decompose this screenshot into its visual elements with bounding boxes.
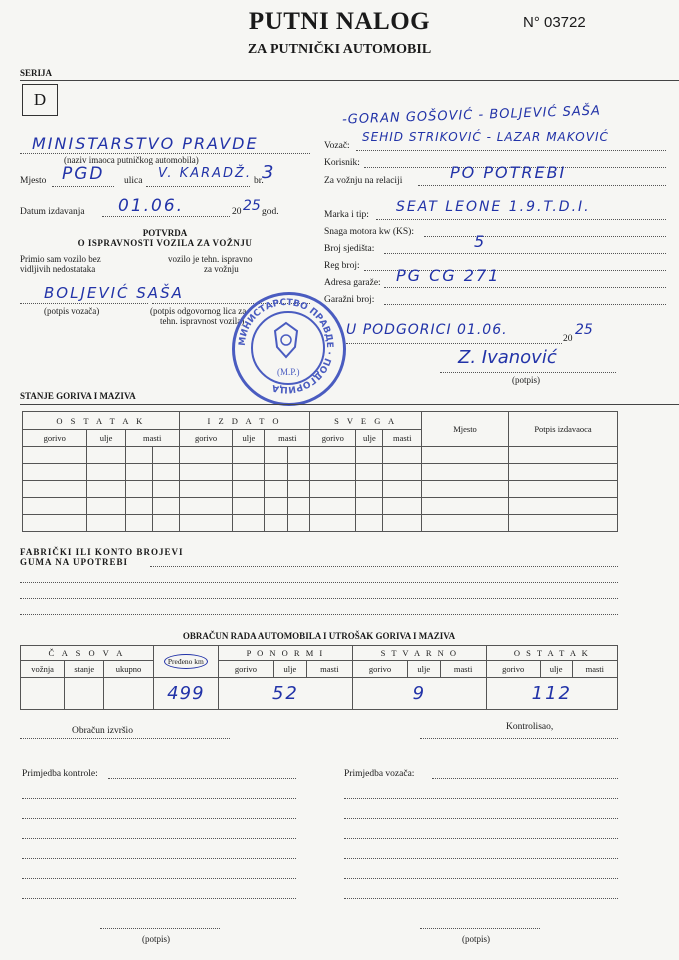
mjesto-label: Mjesto [20,176,47,186]
remark-line [344,858,618,859]
remark-line [432,778,618,779]
datum-line [102,216,230,217]
garazni-label: Garažni broj: [324,295,375,305]
marka-handwritten: SEAT LEONE 1.9.T.D.I. [396,199,591,215]
issuer-signature-handwritten: Z. Ivanović [458,347,557,368]
calc-sub-masti: masti [572,661,617,678]
calc-sub-voznja: vožnja [21,661,65,678]
place-date-line [346,343,562,344]
marka-label: Marka i tip: [324,210,369,220]
datum-label: Datum izdavanja [20,207,85,217]
calc-sub-ulje: ulje [540,661,572,678]
fuel-row [23,464,618,481]
potvrda-right-2: za vožnju [204,264,239,274]
year-handwritten: 25 [243,198,261,214]
sjedista-line [384,253,666,254]
mjesto-handwritten: PGD [62,164,105,184]
potvrda-subtitle: O ISPRAVNOSTI VOZILA ZA VOŽNJU [77,238,253,248]
ulica-label: ulica [124,176,143,186]
fuel-sub-masti: masti [125,430,179,447]
fuel-row [23,481,618,498]
remark-line [344,818,618,819]
fuel-col-mjesto: Mjesto [422,412,509,447]
fuel-sub-ulje: ulje [233,430,265,447]
calc-km-value: 499 [167,683,205,704]
place-year-handwritten: 25 [575,322,593,338]
sjedista-label: Broj sjedišta: [324,244,375,254]
sjedista-handwritten: 5 [474,232,487,251]
vozaca-potpis: (potpis) [462,934,490,944]
reg-handwritten: PG CG 271 [396,266,501,285]
calc-sub-gorivo: gorivo [218,661,273,678]
issuer-sig-line [440,372,616,373]
br-label: br. [254,176,264,186]
fuel-sub-ulje: ulje [356,430,383,447]
calc-predjeno [153,646,218,678]
owner-handwritten: MINISTARSTVO PRAVDE [32,134,259,153]
ulica-handwritten: V. KARADŽ. [158,166,253,181]
potvrda-title: POTVRDA [142,228,188,238]
remark-line [22,838,296,839]
issuer-potpis-caption: (potpis) [512,375,540,385]
tires-line [20,614,618,615]
ulica-line [146,186,250,187]
calc-sub-stanje: stanje [65,661,104,678]
mjesto-line [52,186,114,187]
tires-line [20,582,618,583]
calc-group-stvarno: S T V A R N O [353,646,487,661]
calc-normi-value: 52 [271,683,299,704]
serija-box: D [22,84,58,116]
remark-line [344,798,618,799]
driver-caption: (potpis vozača) [44,306,100,316]
remark-line [22,818,296,819]
place-year-prefix: 20 [563,334,573,344]
tires-label-1: FABRIČKI ILI KONTO BROJEVI [20,547,184,557]
stamp-outer-text: МИНИСТАРСТВО ПРАВДЕ · ПОДГОРИЦА [237,297,335,395]
official-stamp [232,292,346,406]
obracun-line [20,738,230,739]
calc-sub-ulje: ulje [408,661,441,678]
tires-line [150,566,618,567]
korisnik-label: Korisnik: [324,158,360,168]
vozaca-sig-line [420,928,540,929]
driver-sig-line [20,303,148,304]
calc-sub-masti: masti [306,661,352,678]
garazni-line [384,304,666,305]
primjedba-kontrole: Primjedba kontrole: [22,769,98,779]
extra-drivers-handwritten: -GORAN GOŠOVIĆ - BOLJEVIĆ SAŠA [341,103,602,128]
calc-group-ostatak: O S T A T A K [486,646,617,661]
fuel-sub-masti: masti [265,430,310,447]
vozac-handwritten: SEHID STRIKOVIĆ - LAZAR MAKOVIĆ [362,130,609,144]
fuel-group-svega: S V E G A [310,412,422,430]
fuel-sub-gorivo: gorivo [310,430,356,447]
remark-line [344,898,618,899]
reg-label: Reg broj: [324,261,360,271]
snaga-line [424,236,666,237]
document-title: PUTNI NALOG [248,8,431,35]
tires-label-2: GUMA NA UPOTREBI [20,557,129,567]
calc-sub-gorivo: gorivo [353,661,408,678]
calc-table [20,645,618,710]
vozac-label: Vozač: [324,141,350,151]
datum-handwritten: 01.06. [118,196,185,216]
relacija-line [418,185,666,186]
vozac-line [356,150,666,151]
garaza-label: Adresa garaže: [324,278,381,288]
remark-line [344,878,618,879]
place-date-handwritten: U PODGORICI 01.06. [346,322,508,338]
document-subtitle: ZA PUTNIČKI AUTOMOBIL [247,42,432,57]
potvrda-left-2: vidljivih nedostataka [20,264,96,274]
resp-caption-2: tehn. ispravnost vozila) [160,316,245,326]
stamp-mp: (M.P.) [277,367,300,377]
remark-line [22,798,296,799]
year-prefix: 20 [232,207,242,217]
calc-value-row [21,678,618,710]
remark-line [108,778,296,779]
serija-label: SERIJA [20,68,53,78]
snaga-label: Snaga motora kw (KS): [324,227,414,237]
calc-group-normi: P O N O R M I [218,646,352,661]
kontrolisao: Kontrolisao, [506,722,554,732]
fuel-group-ostatak: O S T A T A K [23,412,180,430]
garaza-line [384,287,666,288]
kontrole-potpis: (potpis) [142,934,170,944]
calc-title: OBRAČUN RADA AUTOMOBILA I UTROŠAK GORIVA I MAZIVA [182,631,456,641]
fuel-sub-ulje: ulje [87,430,125,447]
calc-ostatak-value: 112 [531,683,573,704]
kontrole-sig-line [100,928,220,929]
potvrda-right-1: vozilo je tehn. ispravno [168,254,253,264]
god-label: god. [262,207,279,217]
calc-predjeno-label: Pređeno km [164,654,208,669]
fuel-col-potpis: Potpis izdavaoca [509,412,618,447]
obracun-izvrsio: Obračun izvršio [72,726,133,736]
calc-sub-masti: masti [440,661,486,678]
fuel-row [23,498,618,515]
header-divider [20,80,679,81]
fuel-group-izdato: I Z D A T O [179,412,310,430]
calc-sub-ulje: ulje [274,661,307,678]
potvrda-left-1: Primio sam vozilo bez [20,254,101,264]
document-number: N° 03722 [523,14,586,31]
remark-line [22,898,296,899]
fuel-row [23,515,618,532]
fuel-title: STANJE GORIVA I MAZIVA [20,391,136,401]
calc-sub-gorivo: gorivo [486,661,540,678]
remark-line [22,878,296,879]
resp-caption-1: (potpis odgovornog lica za [150,306,247,316]
br-handwritten: 3 [262,162,276,183]
remark-line [344,838,618,839]
calc-stvarno-value: 9 [412,683,427,704]
kontrolisao-line [420,738,618,739]
driver-signature-handwritten: BOLJEVIĆ SAŠA [44,284,184,302]
fuel-sub-gorivo: gorivo [179,430,233,447]
fuel-row [23,447,618,464]
owner-caption: (naziv imaoca putničkog automobila) [64,155,199,165]
relacija-label: Za vožnju na relaciji [324,176,403,186]
fuel-sub-gorivo: gorivo [23,430,87,447]
owner-line [20,153,310,154]
fuel-divider [20,404,679,405]
fuel-table [22,411,618,532]
calc-sub-ukupno: ukupno [104,661,154,678]
calc-group-casova: Č A S O V A [21,646,154,661]
relacija-handwritten: PO POTREBI [450,163,567,182]
tires-line [20,598,618,599]
fuel-sub-masti: masti [383,430,422,447]
remark-line [22,858,296,859]
marka-line [376,219,666,220]
primjedba-vozaca: Primjedba vozača: [344,769,415,779]
